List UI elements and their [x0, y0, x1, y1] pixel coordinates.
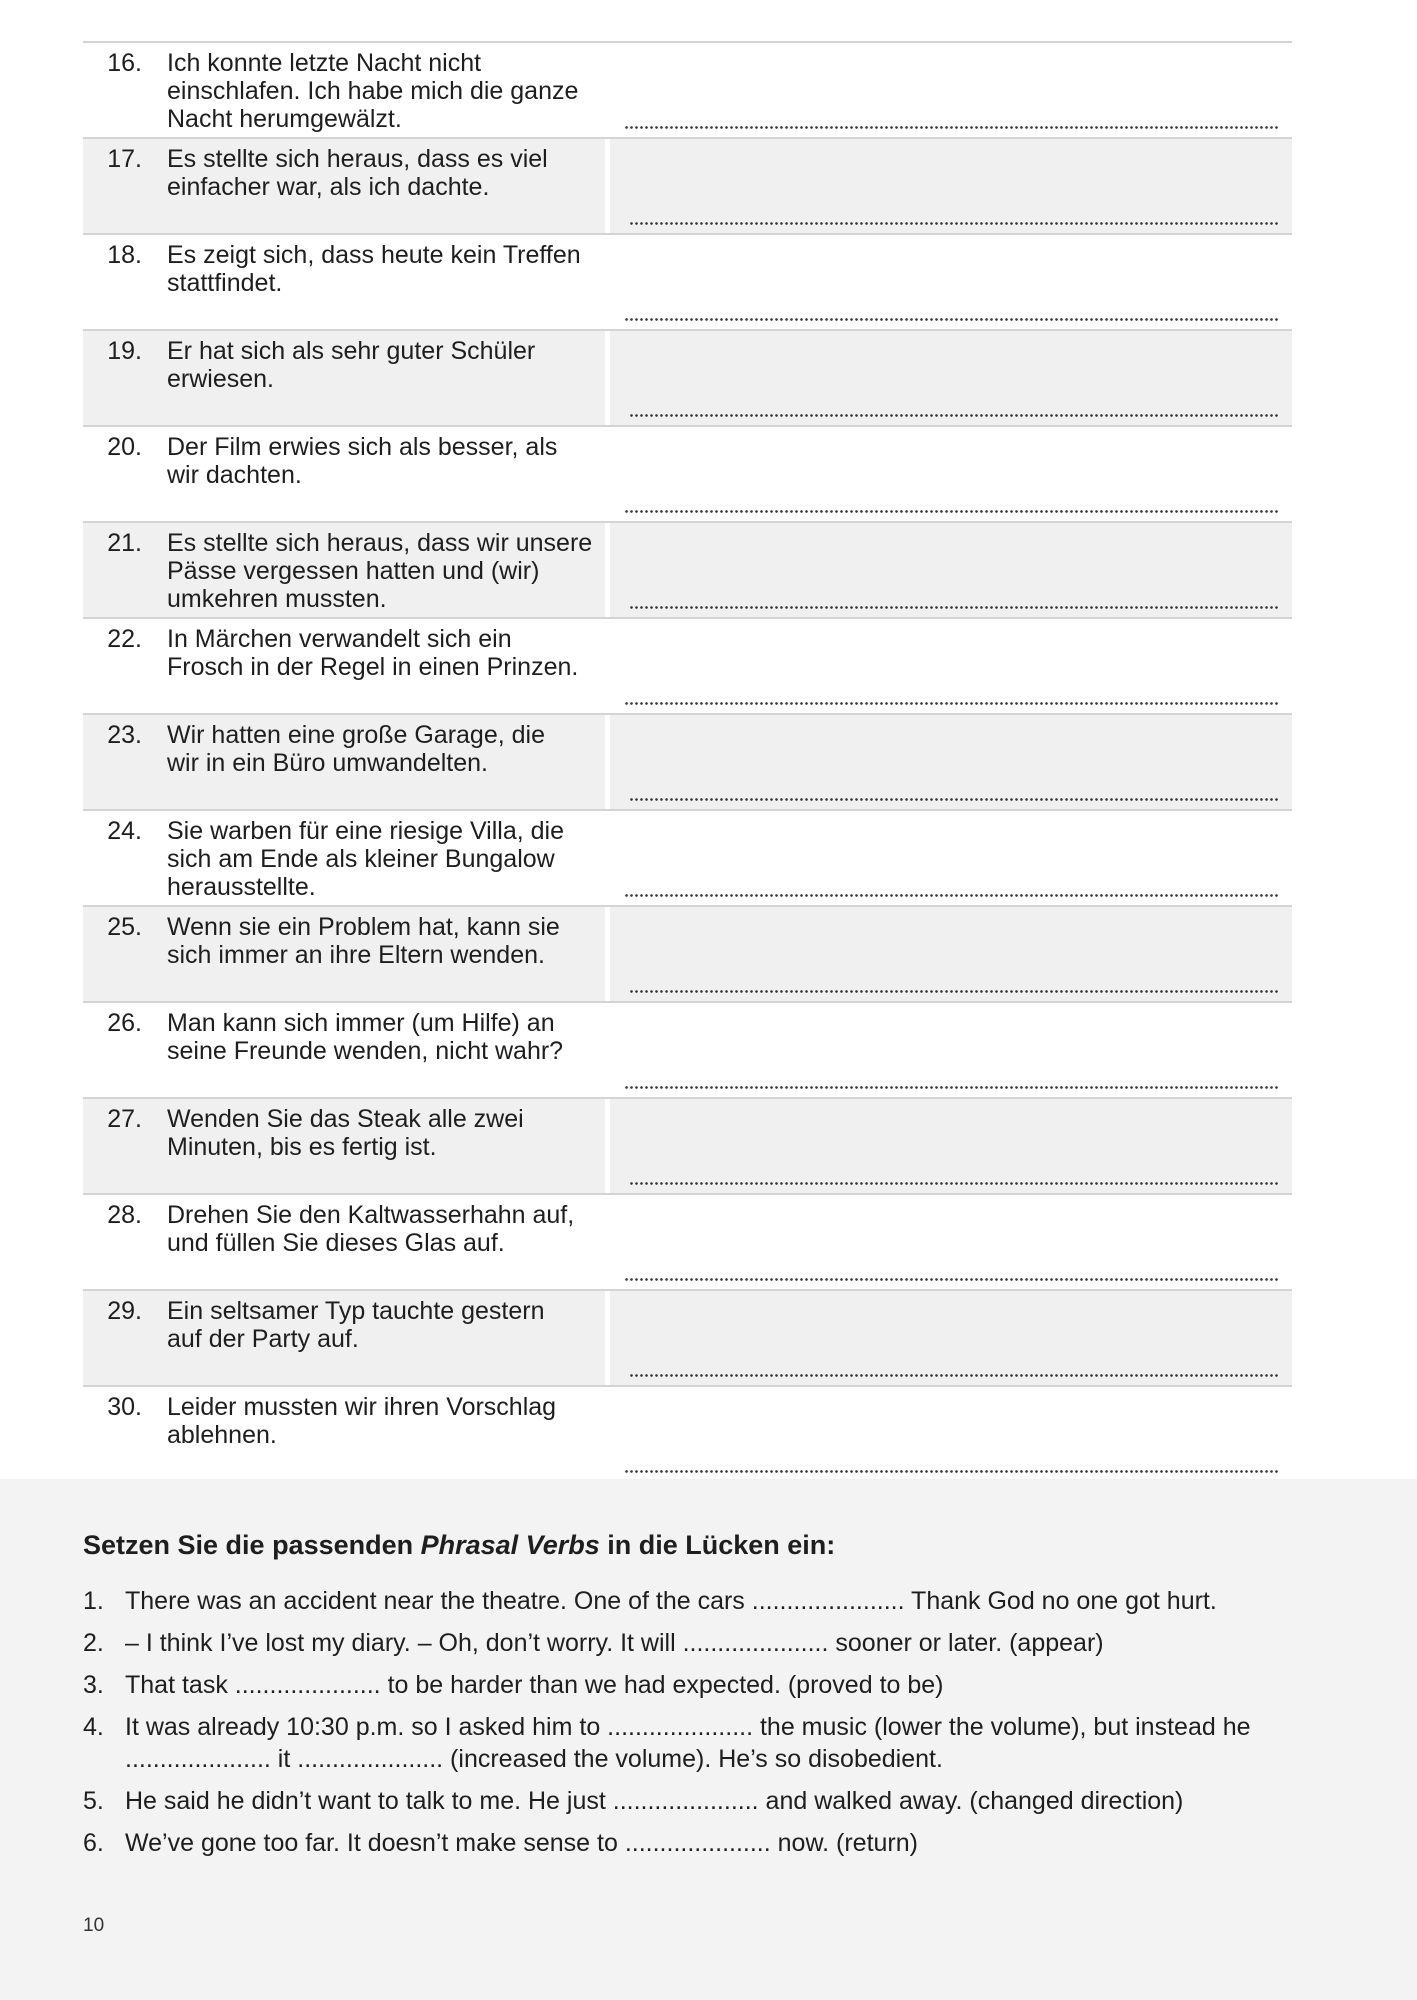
sentence-cell — [83, 331, 605, 425]
heading-text-start: Setzen Sie die passenden — [83, 1530, 421, 1560]
answer-cell[interactable] — [605, 1387, 1292, 1481]
answer-line[interactable] — [629, 990, 1280, 993]
german-sentence: Man kann sich immer (um Hilfe) an seine Freunde wenden, nicht wahr? — [167, 1009, 564, 1065]
sentence-cell — [83, 619, 605, 713]
table-row — [83, 1003, 1292, 1099]
german-sentence: Sie warben für eine riesige Villa, die sich am Ende als kleiner Bungalow herausstellte. — [167, 817, 564, 901]
german-sentence: Der Film erwies sich als besser, als wir dachten. — [167, 433, 558, 489]
exercise-item — [83, 1585, 1333, 1617]
answer-line[interactable] — [629, 606, 1280, 609]
exercise-number: 3. — [83, 1671, 104, 1699]
heading-text-end: in die Lücken ein: — [599, 1530, 836, 1560]
row-number: 18. — [107, 241, 142, 269]
table-row — [83, 1195, 1292, 1291]
german-sentence: In Märchen verwandelt sich ein Frosch in der Regel in einen Prinzen. — [167, 625, 579, 681]
answer-cell[interactable] — [605, 1099, 1292, 1193]
sentence-cell — [83, 1003, 605, 1097]
answer-cell[interactable] — [605, 427, 1292, 521]
exercise-section — [0, 1479, 1417, 2000]
answer-line[interactable] — [624, 318, 1280, 321]
sentence-cell — [83, 715, 605, 809]
answer-line[interactable] — [629, 222, 1280, 225]
exercise-item — [83, 1669, 1333, 1701]
page-number: 10 — [83, 1915, 105, 1936]
row-number: 19. — [107, 337, 142, 365]
answer-line[interactable] — [624, 510, 1280, 513]
sentence-cell — [83, 523, 605, 617]
answer-cell[interactable] — [605, 331, 1292, 425]
row-number: 23. — [107, 721, 142, 749]
german-sentence: Er hat sich als sehr guter Schüler erwiesen. — [167, 337, 536, 393]
answer-line[interactable] — [624, 126, 1280, 129]
exercise-number: 1. — [83, 1587, 104, 1615]
answer-line[interactable] — [624, 1086, 1280, 1089]
german-sentence: Es stellte sich heraus, dass wir unsere Pässe vergessen hatten und (wir) umkehren mussten. — [167, 529, 593, 613]
exercise-number: 2. — [83, 1629, 104, 1657]
german-sentence: Wenden Sie das Steak alle zwei Minuten, bis es fertig ist. — [167, 1105, 524, 1161]
table-row — [83, 619, 1292, 715]
answer-cell[interactable] — [605, 715, 1292, 809]
table-row — [83, 331, 1292, 427]
row-number: 17. — [107, 145, 142, 173]
row-number: 21. — [107, 529, 142, 557]
exercise-sentence: It was already 10:30 p.m. so I asked him to ..................... the music (lower the volume), but instead he ..................... it ..................... (increased the volume). He’s so disobedient. — [125, 1713, 1251, 1773]
german-sentence: Leider mussten wir ihren Vorschlag ablehnen. — [167, 1393, 557, 1449]
answer-cell[interactable] — [605, 1003, 1292, 1097]
table-row — [83, 1291, 1292, 1387]
sentence-cell — [83, 1387, 605, 1481]
sentence-cell — [83, 235, 605, 329]
answer-line[interactable] — [629, 1374, 1280, 1377]
answer-cell[interactable] — [605, 811, 1292, 905]
row-number: 20. — [107, 433, 142, 461]
answer-line[interactable] — [624, 1278, 1280, 1281]
table-row — [83, 523, 1292, 619]
row-number: 26. — [107, 1009, 142, 1037]
exercise-sentence: We’ve gone too far. It doesn’t make sense to ..................... now. (return) — [125, 1829, 918, 1857]
exercise-sentence: There was an accident near the theatre. One of the cars ...................... Thank God no one got hurt. — [125, 1587, 1217, 1615]
sentence-cell — [83, 43, 605, 137]
table-row — [83, 427, 1292, 523]
sentence-cell — [83, 1291, 605, 1385]
answer-line[interactable] — [624, 702, 1280, 705]
exercise-sentence: – I think I’ve lost my diary. – Oh, don’t worry. It will ..................... sooner or later. (appear) — [125, 1629, 1104, 1657]
answer-line[interactable] — [629, 1182, 1280, 1185]
row-number: 30. — [107, 1393, 142, 1421]
table-row — [83, 1099, 1292, 1195]
exercise-heading — [83, 1529, 835, 1561]
german-sentence: Ich konnte letzte Nacht nicht einschlafen. Ich habe mich die ganze Nacht herumgewälzt. — [167, 49, 579, 133]
table-row — [83, 235, 1292, 331]
answer-line[interactable] — [624, 894, 1280, 897]
german-sentence: Wenn sie ein Problem hat, kann sie sich immer an ihre Eltern wenden. — [167, 913, 560, 969]
sentence-cell — [83, 907, 605, 1001]
exercise-item — [83, 1785, 1333, 1817]
exercise-sentence: He said he didn’t want to talk to me. He just ..................... and walked away. (changed direction) — [125, 1787, 1184, 1815]
exercise-number: 5. — [83, 1787, 104, 1815]
exercise-number: 4. — [83, 1713, 104, 1741]
answer-cell[interactable] — [605, 523, 1292, 617]
sentence-cell — [83, 811, 605, 905]
sentence-cell — [83, 1195, 605, 1289]
table-row — [83, 139, 1292, 235]
exercise-number: 6. — [83, 1829, 104, 1857]
table-row — [83, 811, 1292, 907]
answer-cell[interactable] — [605, 1195, 1292, 1289]
row-number: 22. — [107, 625, 142, 653]
german-sentence: Es zeigt sich, dass heute kein Treffen stattfindet. — [167, 241, 581, 297]
table-row — [83, 1387, 1292, 1483]
answer-line[interactable] — [629, 798, 1280, 801]
sentence-cell — [83, 1099, 605, 1193]
exercise-item — [83, 1827, 1333, 1859]
exercise-item — [83, 1627, 1333, 1659]
german-sentence: Es stellte sich heraus, dass es viel einfacher war, als ich dachte. — [167, 145, 548, 201]
heading-emphasis: Phrasal Verbs — [420, 1530, 600, 1560]
row-number: 24. — [107, 817, 142, 845]
row-number: 27. — [107, 1105, 142, 1133]
answer-cell[interactable] — [605, 139, 1292, 233]
exercise-list — [83, 1585, 1333, 1869]
answer-line[interactable] — [629, 414, 1280, 417]
row-number: 16. — [107, 49, 142, 77]
translation-table — [83, 41, 1292, 1483]
answer-cell[interactable] — [605, 43, 1292, 137]
row-number: 28. — [107, 1201, 142, 1229]
answer-cell[interactable] — [605, 1291, 1292, 1385]
german-sentence: Drehen Sie den Kaltwasserhahn auf, und füllen Sie dieses Glas auf. — [167, 1201, 575, 1257]
german-sentence: Wir hatten eine große Garage, die wir in ein Büro umwandelten. — [167, 721, 545, 777]
answer-cell[interactable] — [605, 907, 1292, 1001]
sentence-cell — [83, 427, 605, 521]
sentence-cell — [83, 139, 605, 233]
german-sentence: Ein seltsamer Typ tauchte gestern auf der Party auf. — [167, 1297, 545, 1353]
answer-cell[interactable] — [605, 619, 1292, 713]
exercise-item — [83, 1711, 1333, 1775]
answer-line[interactable] — [624, 1470, 1280, 1473]
row-number: 25. — [107, 913, 142, 941]
table-row — [83, 715, 1292, 811]
row-number: 29. — [107, 1297, 142, 1325]
answer-cell[interactable] — [605, 235, 1292, 329]
table-row — [83, 907, 1292, 1003]
table-row — [83, 43, 1292, 139]
exercise-sentence: That task ..................... to be harder than we had expected. (proved to be) — [125, 1671, 944, 1699]
